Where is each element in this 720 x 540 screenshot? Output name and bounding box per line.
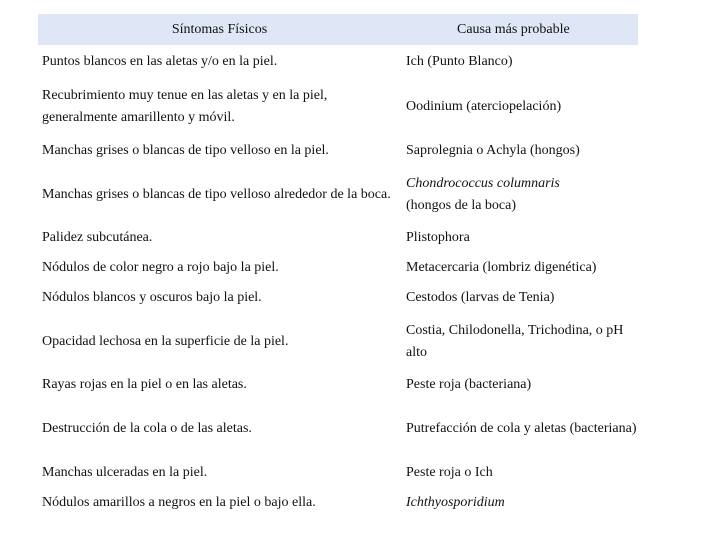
cause-italic-text: Ichthyosporidium xyxy=(406,495,505,510)
cause-italic-text: Chondrococcus columnaris xyxy=(406,176,560,191)
table-row xyxy=(38,167,638,223)
table-row xyxy=(38,45,638,79)
symptom-cell: Nódulos amarillos a negros en la piel o bajo ella. xyxy=(42,495,316,510)
symptom-cell: Manchas grises o blancas de tipo velloso alrededor de la boca. xyxy=(42,187,391,202)
cause-cell: Cestodos (larvas de Tenia) xyxy=(406,290,555,305)
table-row xyxy=(38,283,638,313)
table-row xyxy=(38,313,638,370)
symptom-cell: Recubrimiento muy tenue en las aletas y en la piel, generalmente amarillento y móvil. xyxy=(42,87,328,125)
symptoms-table xyxy=(38,14,638,518)
table-row xyxy=(38,253,638,283)
table-row xyxy=(38,134,638,167)
table-header-row xyxy=(38,14,638,45)
table-row xyxy=(38,400,638,458)
symptoms-document xyxy=(38,14,638,518)
cause-text: (hongos de la boca) xyxy=(406,198,517,213)
cause-cell: Plistophora xyxy=(406,230,470,245)
symptom-cell: Manchas ulceradas en la piel. xyxy=(42,465,208,480)
cause-cell xyxy=(401,167,638,223)
cause-cell: Oodinium (aterciopelación) xyxy=(406,98,562,114)
header-cause: Causa más probable xyxy=(401,14,638,45)
symptom-cell: Opacidad lechosa en la superficie de la piel. xyxy=(42,333,289,349)
symptom-cell: Puntos blancos en las aletas y/o en la piel. xyxy=(42,54,278,69)
cause-cell xyxy=(401,488,638,518)
cause-cell: Peste roja o Ich xyxy=(406,465,493,480)
symptom-cell: Manchas grises o blancas de tipo velloso en la piel. xyxy=(42,142,329,158)
table-row xyxy=(38,79,638,134)
table-row xyxy=(38,223,638,253)
symptom-cell: Palidez subcutánea. xyxy=(42,230,153,245)
cause-cell: Costia, Chilodonella, Trichodina, o pH alto xyxy=(406,322,624,360)
symptom-cell: Rayas rojas en la piel o en las aletas. xyxy=(42,377,247,392)
cause-cell: Saprolegnia o Achyla (hongos) xyxy=(406,142,580,158)
table-row xyxy=(38,488,638,518)
cause-cell: Putrefacción de cola y aletas (bacteriana) xyxy=(406,421,637,436)
cause-cell: Metacercaria (lombriz digenética) xyxy=(406,260,597,275)
symptom-cell: Nódulos de color negro a rojo bajo la piel. xyxy=(42,260,279,275)
symptom-cell: Nódulos blancos y oscuros bajo la piel. xyxy=(42,290,262,305)
cause-cell: Peste roja (bacteriana) xyxy=(406,377,532,392)
symptom-cell: Destrucción de la cola o de las aletas. xyxy=(42,421,252,436)
table-row xyxy=(38,370,638,400)
table-row xyxy=(38,458,638,488)
header-symptoms: Síntomas Físicos xyxy=(38,14,401,45)
cause-cell: Ich (Punto Blanco) xyxy=(406,54,513,69)
